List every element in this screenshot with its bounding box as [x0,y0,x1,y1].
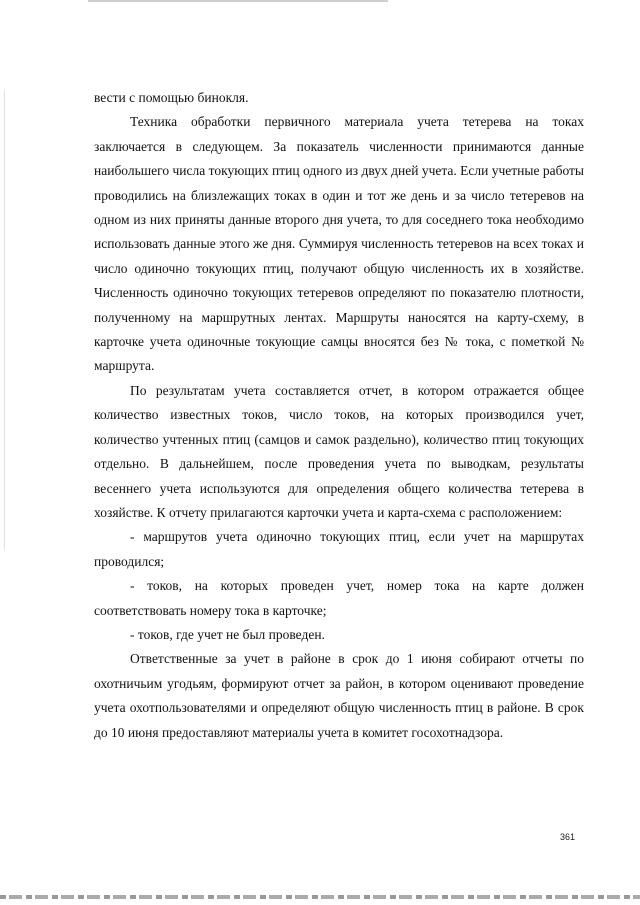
list-item-surveyed-leks: - токов, на которых проведен учет, номер тока на карте должен соответствовать номеру тока в карточке; [94,578,584,618]
body-text [94,86,584,745]
list-item-routes: - маршрутов учета одиночно токующих птиц, если учет на маршрутах проводился; [94,529,584,569]
scan-edge-bottom [0,895,640,899]
list-item-unsurveyed-leks: - токов, где учет не был проведен. [130,626,325,642]
scan-edge-left [4,90,5,550]
paragraph-processing-technique: Техника обработки первичного материала учета тетерева на токах заключается в следующем. За показатель численности принимаются данные наибольшего числа токующих птиц одного из двух дней учета. Если учетные работы проводились на близлежащих токах в один и тот же день и за число тетеревов на одном из них приняты данные второго дня учета, то для соседнего тока необходимо использовать данные этого же дня. Суммируя численность тетеревов на всех токах и число одиночно токующих птиц, получают общую численность их в хозяйстве. Численность одиночно токующих тетеревов определяют по показателю плотности, полученному на маршрутных лентах. Маршруты наносятся на карту-схему, в карточке учета одиночные токующие самцы вносятся без № тока, с пометкой № маршрута. [94,114,584,374]
paragraph-district-reporting: Ответственные за учет в районе в срок до 1 июня собирают отчеты по охотничьим угодьям, формируют отчет за район, в котором оценивают проведение учета охотпользователями и определяют общую численность птиц в районе. В срок до 10 июня предоставляют материалы учета в комитет госохотнадзора. [94,651,584,740]
page-number: 361 [560,832,576,842]
scan-edge-top [88,0,388,2]
paragraph-report-contents: По результатам учета составляется отчет, в котором отражается общее количество известных токов, число токов, на которых производился учет, количество учтенных птиц (самцов и самок раздельно), количество птиц токующих отдельно. В дальнейшем, после проведения учета по выводкам, результаты весеннего учета используются для определения общего количества тетерева в хозяйстве. К отчету прилагаются карточки учета и карта-схема с расположением: [94,382,584,520]
paragraph-continuation: вести с помощью бинокля. [94,90,249,105]
